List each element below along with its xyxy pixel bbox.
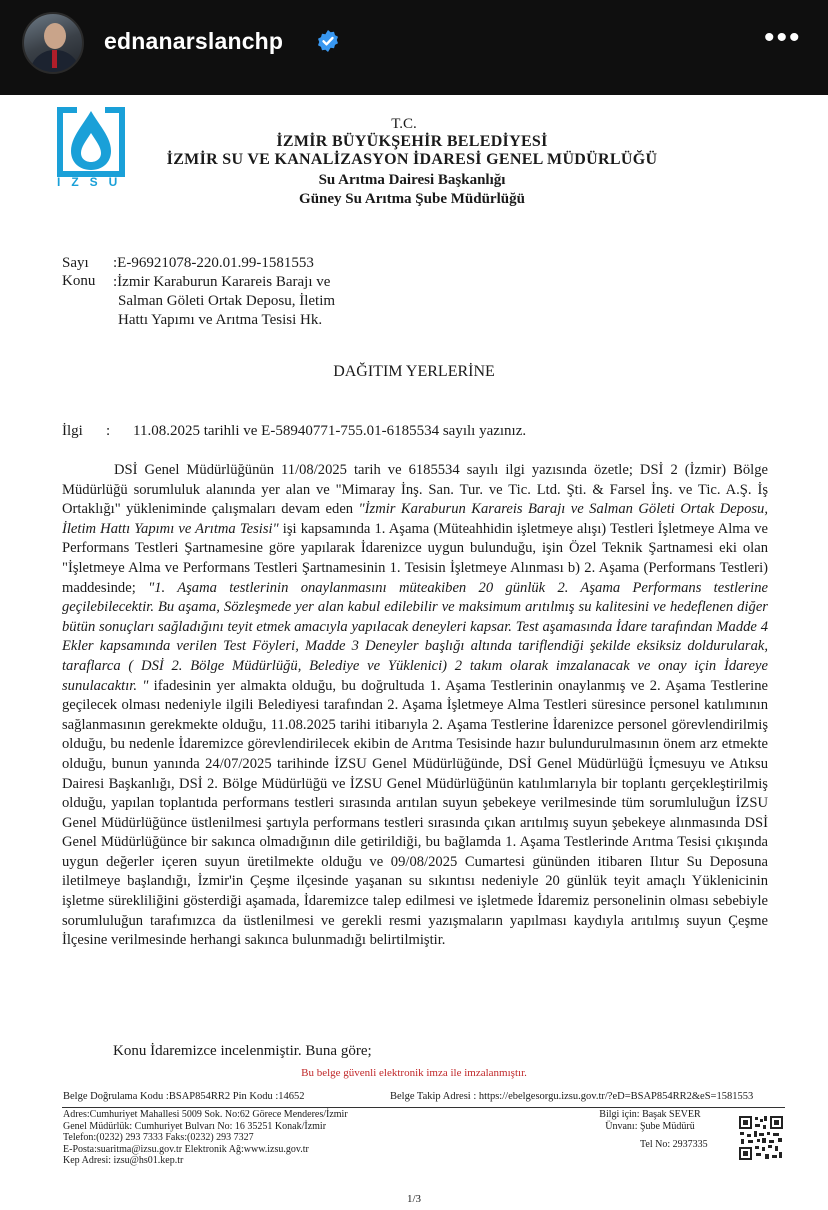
footer-address: Adres:Cumhuriyet Mahallesi 5009 Sok. No:62 Görece Menderes/İzmir bbox=[63, 1109, 348, 1120]
qr-code-icon bbox=[738, 1115, 784, 1161]
body-text-1: DSİ Genel Müdürlüğünün 11/08/2025 tarih ve 6185534 sayılı ilgi yazısında özetle; DSİ 2 (İzmir) Bölge Müdürlüğü sorumluluk alanında yer alan ve "Mimaray İnş. San. Tur. ve Tic. Ltd. Şti. & Farsel İnş. ve Tic. A.Ş. İş Ortaklığı" yükleniminde çalışmaları devam eden bbox=[62, 462, 768, 518]
footer-contact bbox=[63, 1109, 348, 1167]
footer-divider bbox=[62, 1107, 785, 1108]
distribution-heading: DAĞITIM YERLERİNE bbox=[333, 363, 495, 380]
ilgi-colon: : bbox=[106, 423, 111, 439]
esign-notice: Bu belge güvenli elektronik imza ile imzalanmıştır. bbox=[301, 1067, 527, 1079]
konu-label: Konu bbox=[62, 273, 96, 289]
header-izsu: İZMİR SU VE KANALİZASYON İDARESİ GENEL MÜDÜRLÜĞÜ bbox=[166, 151, 658, 168]
more-options-icon[interactable]: ••• bbox=[764, 21, 802, 54]
header-municipality: İZMİR BÜYÜKŞEHİR BELEDİYESİ bbox=[276, 133, 548, 150]
sayi-value: :E-96921078-220.01.99-1581553 bbox=[113, 255, 314, 271]
username[interactable]: ednanarslanchp bbox=[104, 28, 284, 54]
header-branch: Güney Su Arıtma Şube Müdürlüğü bbox=[299, 191, 525, 207]
body-text-3: ifadesinin yer almakta olduğu, bu doğrultuda 1. Aşama Testlerinin onaylanmış ve 2. Aşama Testlerine geçilecek olması nedeniyle ilgili Belediyesi tarafından 2. Aşama İşletmeye Alma Testleri süresince personel katılımının sağlanmasının gerekmekte olduğu, 11.08.2025 tarihi itibarıyla 2. Aşama Testlerine İdarenizce personel görevlendirilmiş olduğu, bu nedenle İdaremizce görevlendirilecek ekibin de Arıtma Tesisinde hazır bulundurulmasının önem arz etmekte olduğu, bunun yanında 24/07/2025 tarihinde İZSU Genel Müdürlüğünde, DSİ Genel Müdürlüğü İçmesuyu ve Atıksu Dairesi Başkanlığı, DSİ 2. Bölge Müdürlüğü ve İZSU Genel Müdürlüğünün katılımlarıyla bir toplantı gerçekleştirilmiş olduğu, yapılan toplantıda performans testleri sırasında arıtılan suyun şebekeye verilmesinde tüm sorumluluğun İZSU Genel Müdürlüğünce üstlenilmesi şartıyla performans testleri sırasında çıkan arıtılmış suyun şebekeye alınmasında DSİ Genel Müdürlüğünce bir sakınca olmadığının dile getirildiği, bu bağlamda 1. Aşama Testlerinde Arıtma Tesisi çıkışında uygun değerler içeren suyun üretilmekte olduğu ve 09/08/2025 Cumartesi gününden itibaren Ilıtur Su Deposuna iletilmeye başlandığı, İzmir'in Çeşme ilçesinde yaşanan su sıkıntısı nedeniyle 20 günlük teyit amaçlı Yüklenicinin işletme sürekliliğini gösterdiği aşamada, İdaremizce talep edilmesi ve işletmede İdaremiz personelinin olması sebebiyle sorumluluğun tarafımızca da üstlenilmesi ve gerekli resmi yazışmaların yapılması kaydıyla arıtılmış suyun Çeşme İlçesine verilmesinde herhangi sakınca bulunmadığı belirtilmiştir. bbox=[62, 677, 768, 949]
post-header bbox=[0, 0, 828, 95]
avatar[interactable] bbox=[22, 12, 84, 74]
body-paragraph bbox=[62, 461, 768, 951]
ilgi-value: 11.08.2025 tarihli ve E-58940771-755.01-6185534 sayılı yazınız. bbox=[133, 423, 527, 439]
tracking-address: Belge Takip Adresi : https://ebelgesorgu.izsu.gov.tr/?eD=BSAP854RR2&eS=1581553 bbox=[390, 1091, 754, 1102]
ilgi-label: İlgi bbox=[62, 423, 83, 439]
konu-value bbox=[113, 273, 335, 330]
sayi-label: Sayı bbox=[62, 255, 89, 271]
body-italic-1: "İzmir Karaburun Karareis Barajı ve Salman Göleti Ortak Deposu, İletim Hattı Yapımı ve Arıtma Tesisi" bbox=[62, 501, 768, 537]
closing-line: Konu İdaremizce incelenmiştir. Buna göre; bbox=[113, 1043, 372, 1059]
body-italic-2: "1. Aşama testlerinin onaylanmasını müteakiben 20 günlük 2. Aşama Performans testlerine geçilebilecektir. Bu aşama, Sözleşmede yer alan kabul edilebilir ve maksimum arıtılmış su kalitesini ve hedeflenen diğer bütün sonuçları sağladığını teyit etmek amacıyla yapılacak deneyleri kapsar. Test aşamasında İdare tarafından Madde 4 Ekler kapsamında verilen Test Föyleri, Madde 3 Deneyler başlığı altında tariflendiği şekilde eksiksiz doldurularak, taraflarca ( DSİ 2. Bölge Müdürlüğü, Belediye ve Yüklenici) 2 takım olarak imzalanacak ve onay için İdareye sunulacaktır. " bbox=[62, 579, 768, 694]
footer-contact-person bbox=[594, 1109, 706, 1132]
verification-code: Belge Doğrulama Kodu :BSAP854RR2 Pin Kodu :14652 bbox=[63, 1091, 305, 1102]
header-department: Su Arıtma Dairesi Başkanlığı bbox=[318, 172, 506, 188]
footer-title: Ünvanı: Şube Müdürü bbox=[605, 1120, 695, 1132]
verified-badge-icon bbox=[316, 29, 340, 53]
page-number: 1/3 bbox=[406, 1193, 422, 1205]
konu-line-2: Salman Göleti Ortak Deposu, İletim bbox=[118, 293, 336, 309]
header-tc: T.C. bbox=[391, 116, 417, 132]
konu-line-1: :İzmir Karaburun Karareis Barajı ve bbox=[113, 274, 331, 290]
body-text-2: işi kapsamında 1. Aşama (Müteahhidin işletmeye alışı) Testleri İşletmeye Alma ve Performans Testleri Şartnamesine göre yapılarak İdarenizce uygun bulunduğu, işin Özel Teknik Şartnamesi eki olan "İşletmeye Alma ve Performans Testleri Şartnamesinin 1. Tesisin İşletmeye Alınması b) 2. Aşama (Performans Testleri) maddesinde; bbox=[62, 520, 768, 596]
konu-line-3: Hattı Yapımı ve Arıtma Tesisi Hk. bbox=[118, 312, 323, 328]
footer-info: Bilgi için: Başak SEVER bbox=[599, 1109, 701, 1120]
footer-hq: Genel Müdürlük: Cumhuriyet Bulvarı No: 16 35251 Konak/İzmir bbox=[63, 1120, 327, 1132]
footer-email: E-Posta:suaritma@izsu.gov.tr Elektronik Ağ:www.izsu.gov.tr bbox=[63, 1143, 309, 1155]
footer-phone: Telefon:(0232) 293 7333 Faks:(0232) 293 7327 bbox=[63, 1132, 254, 1143]
document-page bbox=[0, 95, 828, 1210]
logo-text: IZSU bbox=[57, 175, 129, 189]
footer-tel: Tel No: 2937335 bbox=[640, 1139, 708, 1150]
footer-kep: Kep Adresi: izsu@hs01.kep.tr bbox=[63, 1155, 184, 1166]
